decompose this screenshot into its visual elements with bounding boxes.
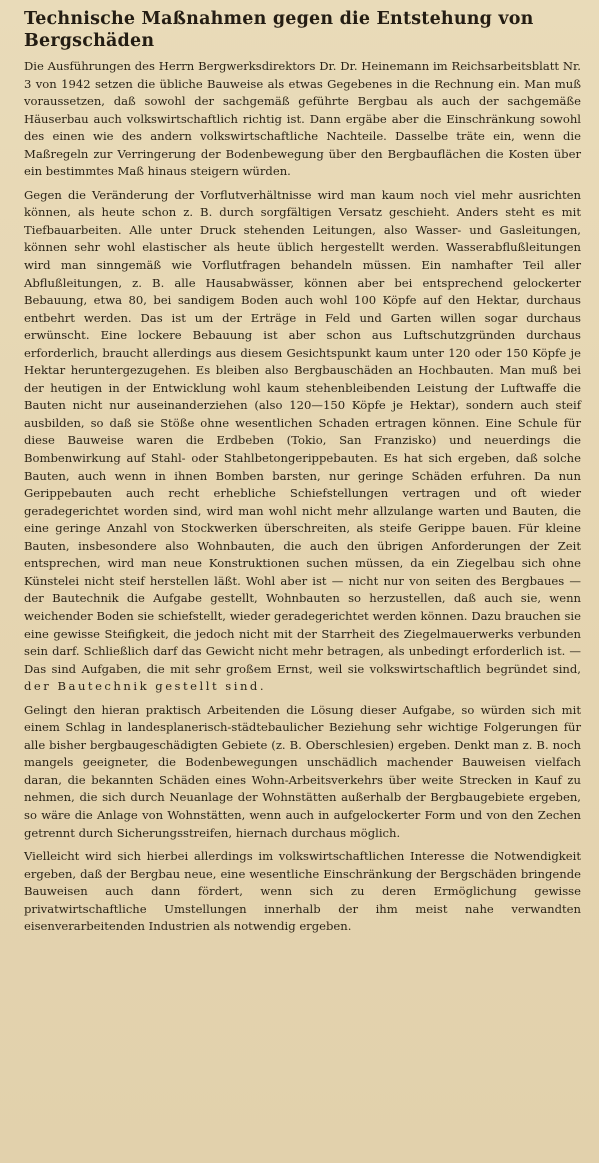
article-title: Technische Maßnahmen gegen die Entstehung von Bergschäden <box>24 9 534 51</box>
paragraph-4: Vielleicht wird sich hierbei allerdings im volkswirtschaftlichen Interesse die Notwendigkeit ergeben, daß der Bergbau neue, eine wesentliche Einschränkung der Bergschäden bringende Bauweisen auch dann fördert, wenn sich zu deren Ermöglichung gewisse privatwirtschaftliche Umstellungen innerhalb der ihm meist nahe verwandten eisenverarbeitenden Industrien als notwendig ergeben. <box>24 849 581 934</box>
paragraph-1: Die Ausführungen des Herrn Bergwerksdirektors Dr. Dr. Heinemann im Reichsarbeitsblatt Nr. 3 von 1942 setzen die übliche Bauweise als etwas Gegebenes in die Rechnung ein. Man muß voraussetzen, daß sowohl der sachgemäß geführte Bergbau als auch der sachgemäße Häuserbau auch volkswirtschaftlich richtig ist. Dann ergäbe aber die Einschränkung sowohl des einen wie des andern volkswirtschaftliche Nachteile. Dasselbe träte ein, wenn die Maßregeln zur Verringerung der Bodenbewegung über den Bergbauflächen die Kosten über ein bestimmtes Maß hinaus steigern würden. <box>24 59 581 179</box>
paragraph-2 <box>24 187 581 696</box>
paragraph-3: Gelingt den hieran praktisch Arbeitenden die Lösung dieser Aufgabe, so würden sich mit einem Schlag in landesplanerisch-städtebaulicher Beziehung sehr wichtige Folgerungen für alle bisher bergbaugeschädigten Gebiete (z. B. Oberschlesien) ergeben. Denkt man z. B. noch mangels geeigneter, die Bodenbewegungen unschädlich machender Bauweisen vielfach daran, die bekannten Schäden eines Wohn-Arbeitsverkehrs über weite Strecken in Kauf zu nehmen, die sich durch Neuanlage der Wohnstätten außerhalb der Bergbaugebiete ergeben, so wäre die Anlage von Wohnstätten, wenn auch in aufgelockerter Form und von den Zechen getrennt durch Sicherungsstreifen, hiernach durchaus möglich. <box>24 702 581 840</box>
spaced-phrase: der Bautechnik gestellt sind. <box>24 679 267 694</box>
paragraph-2-text: Gegen die Veränderung der Vorflutverhältnisse wird man kaum noch viel mehr ausrichten können, als heute schon z. B. durch sorgfältigen Versatz geschieht. Anders steht es mit Tiefbauarbeiten. Alle unter Druck stehenden Leitungen, also Wasser- und Gasleitungen, können sehr wohl elastischer als heute üblich hergestellt werden. Wasserabflußleitungen wird man sinngemäß wie Vorflutfragen behandeln müssen. Ein namhafter Teil aller Abflußleitungen, z. B. alle Hausabwässer, können aber bei entsprechend gelockerter Bebauung, etwa 80, bei sandigem Boden auch wohl 100 Köpfe auf den Hektar, durchaus entbehrt werden. Das ist um der Erträge in Feld und Garten willen sogar durchaus erwünscht. Eine lockere Bebauung ist aber schon aus Luftschutzgründen durchaus erforderlich, braucht allerdings aus diesem Gesichtspunkt kaum unter 120 oder 150 Köpfe je Hektar heruntergezugehen. Es bleiben also Bergbauschäden an Hochbauten. Man muß bei der heutigen in der Entwicklung wohl kaum stehenbleibenden Leistung der Luftwaffe die Bauten nicht nur auseinanderziehen (also 120—150 Köpfe je Hektar), sondern auch steif ausbilden, so daß sie Stöße ohne wesentlichen Schaden ertragen können. Eine Schule für diese Bauweise waren die Erdbeben (Tokio, San Franzisko) und neuerdings die Bombenwirkung auf Stahl- oder Stahlbetongerippebauten. Es hat sich ergeben, daß solche Bauten, auch wenn in ihnen Bomben barsten, nur geringe Schäden erfuhren. Da nun Gerippebauten auch recht erhebliche Schiefstellungen vertragen und oft wieder geradegerichtet worden sind, wird man wohl nicht mehr allzulange warten und Bauten, die eine geringe Anzahl von Stockwerken überschreiten, als steife Gerippe bauen. Für kleine Bauten, insbesondere also Wohnbauten, die auch den übrigen Anforderungen der Zeit entsprechen, wird man neue Konstruktionen suchen müssen, da ein Ziegelbau sich ohne Künstelei nicht steif herstellen läßt. Wohl aber ist — nicht nur von seiten des Bergbaues — der Bautechnik die Aufgabe gestellt, Wohnbauten so herzustellen, daß auch sie, wenn weichender Boden sie schiefstellt, wieder geradegerichtet werden können. Dazu brauchen sie eine gewisse Steifigkeit, die jedoch nicht mit der Starrheit des Ziegelmauerwerks verbunden sein darf. Schließlich darf das Gewicht nicht mehr betragen, als unbedingt erforderlich ist. — Das sind Aufgaben, die mit sehr großem Ernst, weil sie volkswirtschaftlich begründet sind, <box>24 187 581 676</box>
